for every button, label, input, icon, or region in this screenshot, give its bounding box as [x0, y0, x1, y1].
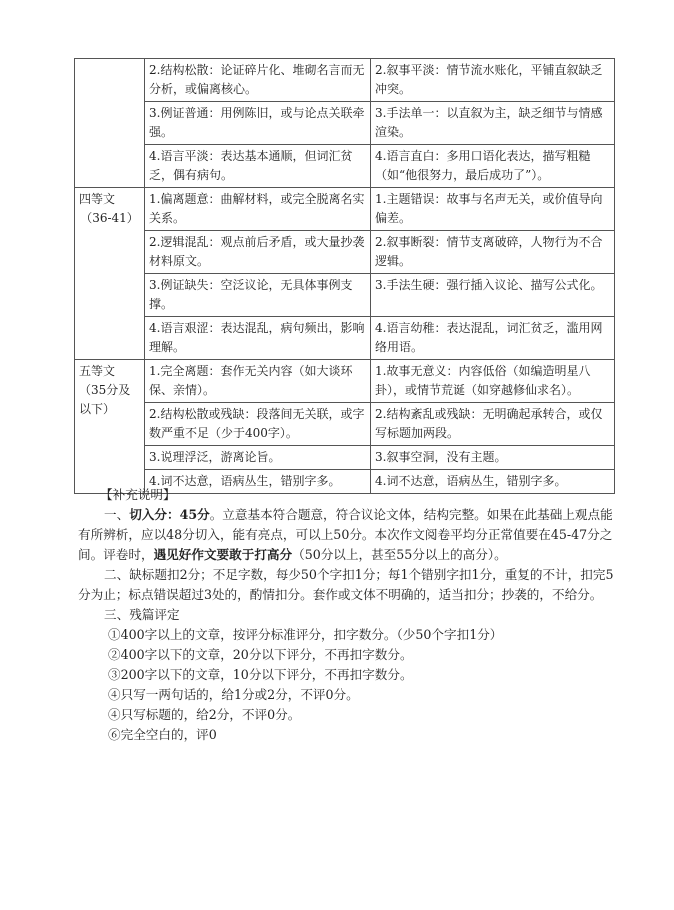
narrative-criterion: 3.手法单一：以直叙为主，缺乏细节与情感渲染。: [371, 102, 615, 145]
grade-cell-fifth: 五等文（35分及以下）: [75, 360, 145, 494]
argument-criterion: 3.说理浮泛，游离论旨。: [145, 446, 371, 470]
rubric-row: [75, 231, 615, 274]
rubric-row: [75, 59, 615, 102]
rubric-row: [75, 145, 615, 188]
rubric-row: [75, 360, 615, 403]
rubric-row: [75, 274, 615, 317]
grading-rubric-table: [74, 58, 615, 494]
argument-criterion: 4.词不达意，语病丛生，错别字多。: [145, 470, 371, 494]
rubric-row: [75, 102, 615, 145]
incomplete-item: ④只写一两句话的，给1分或2分，不评0分。: [108, 687, 359, 702]
grade-label: 四等文: [79, 192, 116, 206]
argument-criterion: 3.例证缺失：空泛议论，无具体事例支撑。: [145, 274, 371, 317]
narrative-criterion: 2.叙事断裂：情节支离破碎，人物行为不合逻辑。: [371, 231, 615, 274]
grade-cell: [75, 59, 145, 188]
rubric-body: [75, 59, 615, 494]
rubric-row: [75, 188, 615, 231]
high-score-text: （50分以上，甚至55分以上的高分）。: [292, 547, 507, 562]
narrative-criterion: 4.语言幼稚：表达混乱，词汇贫乏，滥用网络用语。: [371, 317, 615, 360]
narrative-criterion: 2.结构紊乱或残缺：无明确起承转合，或仅写标题加两段。: [371, 403, 615, 446]
argument-criterion: 1.偏离题意：曲解材料，或完全脱离名实关系。: [145, 188, 371, 231]
note-entry-score: [78, 505, 618, 565]
narrative-criterion: 4.语言直白：多用口语化表达，描写粗糙（如“他很努力，最后成功了”）。: [371, 145, 615, 188]
note-incomplete-heading: 三、残篇评定: [104, 607, 180, 622]
grade-range: （36-41）: [80, 211, 139, 225]
incomplete-item: ④只写标题的，给2分，不评0分。: [108, 707, 301, 722]
high-score-bold: 遇见好作文要敢于打高分: [153, 547, 293, 562]
narrative-criterion: 3.手法生硬：强行插入议论、描写公式化。: [371, 274, 615, 317]
entry-score-bold: 切入分：45分: [129, 507, 210, 522]
supplementary-notes: [78, 485, 618, 745]
argument-criterion: 1.完全离题：套作无关内容（如大谈环保、亲情）。: [145, 360, 371, 403]
rubric-row: [75, 446, 615, 470]
entry-score-text: 。立意基本符合题意，符合议论文体，结构完整。如果在此基础上观点能有所辨析，应以48分切入，能有亮点，可以上50分。本次作文阅卷平均分正常值要在45-47分之间。评卷时，: [78, 507, 613, 562]
narrative-criterion: 2.叙事平淡：情节流水账化，平铺直叙缺乏冲突。: [371, 59, 615, 102]
narrative-criterion: 1.故事无意义：内容低俗（如编造明星八卦），或情节荒诞（如穿越修仙求名）。: [371, 360, 615, 403]
incomplete-item: ②400字以下的文章，20分以下评分，不再扣字数分。: [108, 647, 413, 662]
note-prefix: 一、: [104, 507, 130, 522]
narrative-criterion: 4.词不达意，语病丛生，错别字多。: [371, 470, 615, 494]
argument-criterion: 4.语言艰涩：表达混乱，病句频出，影响理解。: [145, 317, 371, 360]
grade-cell-fourth: [75, 188, 145, 360]
note-deductions: 二、缺标题扣2分；不足字数，每少50个字扣1分；每1个错别字扣1分，重复的不计，扣完5分为止；标点错误超过3处的，酌情扣分。套作或文体不明确的，适当扣分；抄袭的，不给分。: [78, 567, 614, 602]
argument-criterion: 2.逻辑混乱：观点前后矛盾，或大量抄袭材料原文。: [145, 231, 371, 274]
argument-criterion: 2.结构松散：论证碎片化、堆砌名言而无分析，或偏离核心。: [145, 59, 371, 102]
rubric-row: [75, 317, 615, 360]
argument-criterion: 4.语言平淡：表达基本通顺，但词汇贫乏，偶有病句。: [145, 145, 371, 188]
incomplete-item: ⑥完全空白的，评0: [108, 727, 217, 742]
incomplete-item: ③200字以下的文章，10分以下评分，不再扣字数分。: [108, 667, 413, 682]
argument-criterion: 2.结构松散或残缺：段落间无关联，或字数严重不足（少于400字）。: [145, 403, 371, 446]
narrative-criterion: 3.叙事空洞，没有主题。: [371, 446, 615, 470]
argument-criterion: 3.例证普通：用例陈旧，或与论点关联牵强。: [145, 102, 371, 145]
notes-heading: 【补充说明】: [100, 487, 176, 502]
narrative-criterion: 1.主题错误：故事与名声无关，或价值导向偏差。: [371, 188, 615, 231]
incomplete-item: ①400字以上的文章，按评分标准评分，扣字数分。（少50个字扣1分）: [108, 627, 503, 642]
rubric-row: [75, 403, 615, 446]
